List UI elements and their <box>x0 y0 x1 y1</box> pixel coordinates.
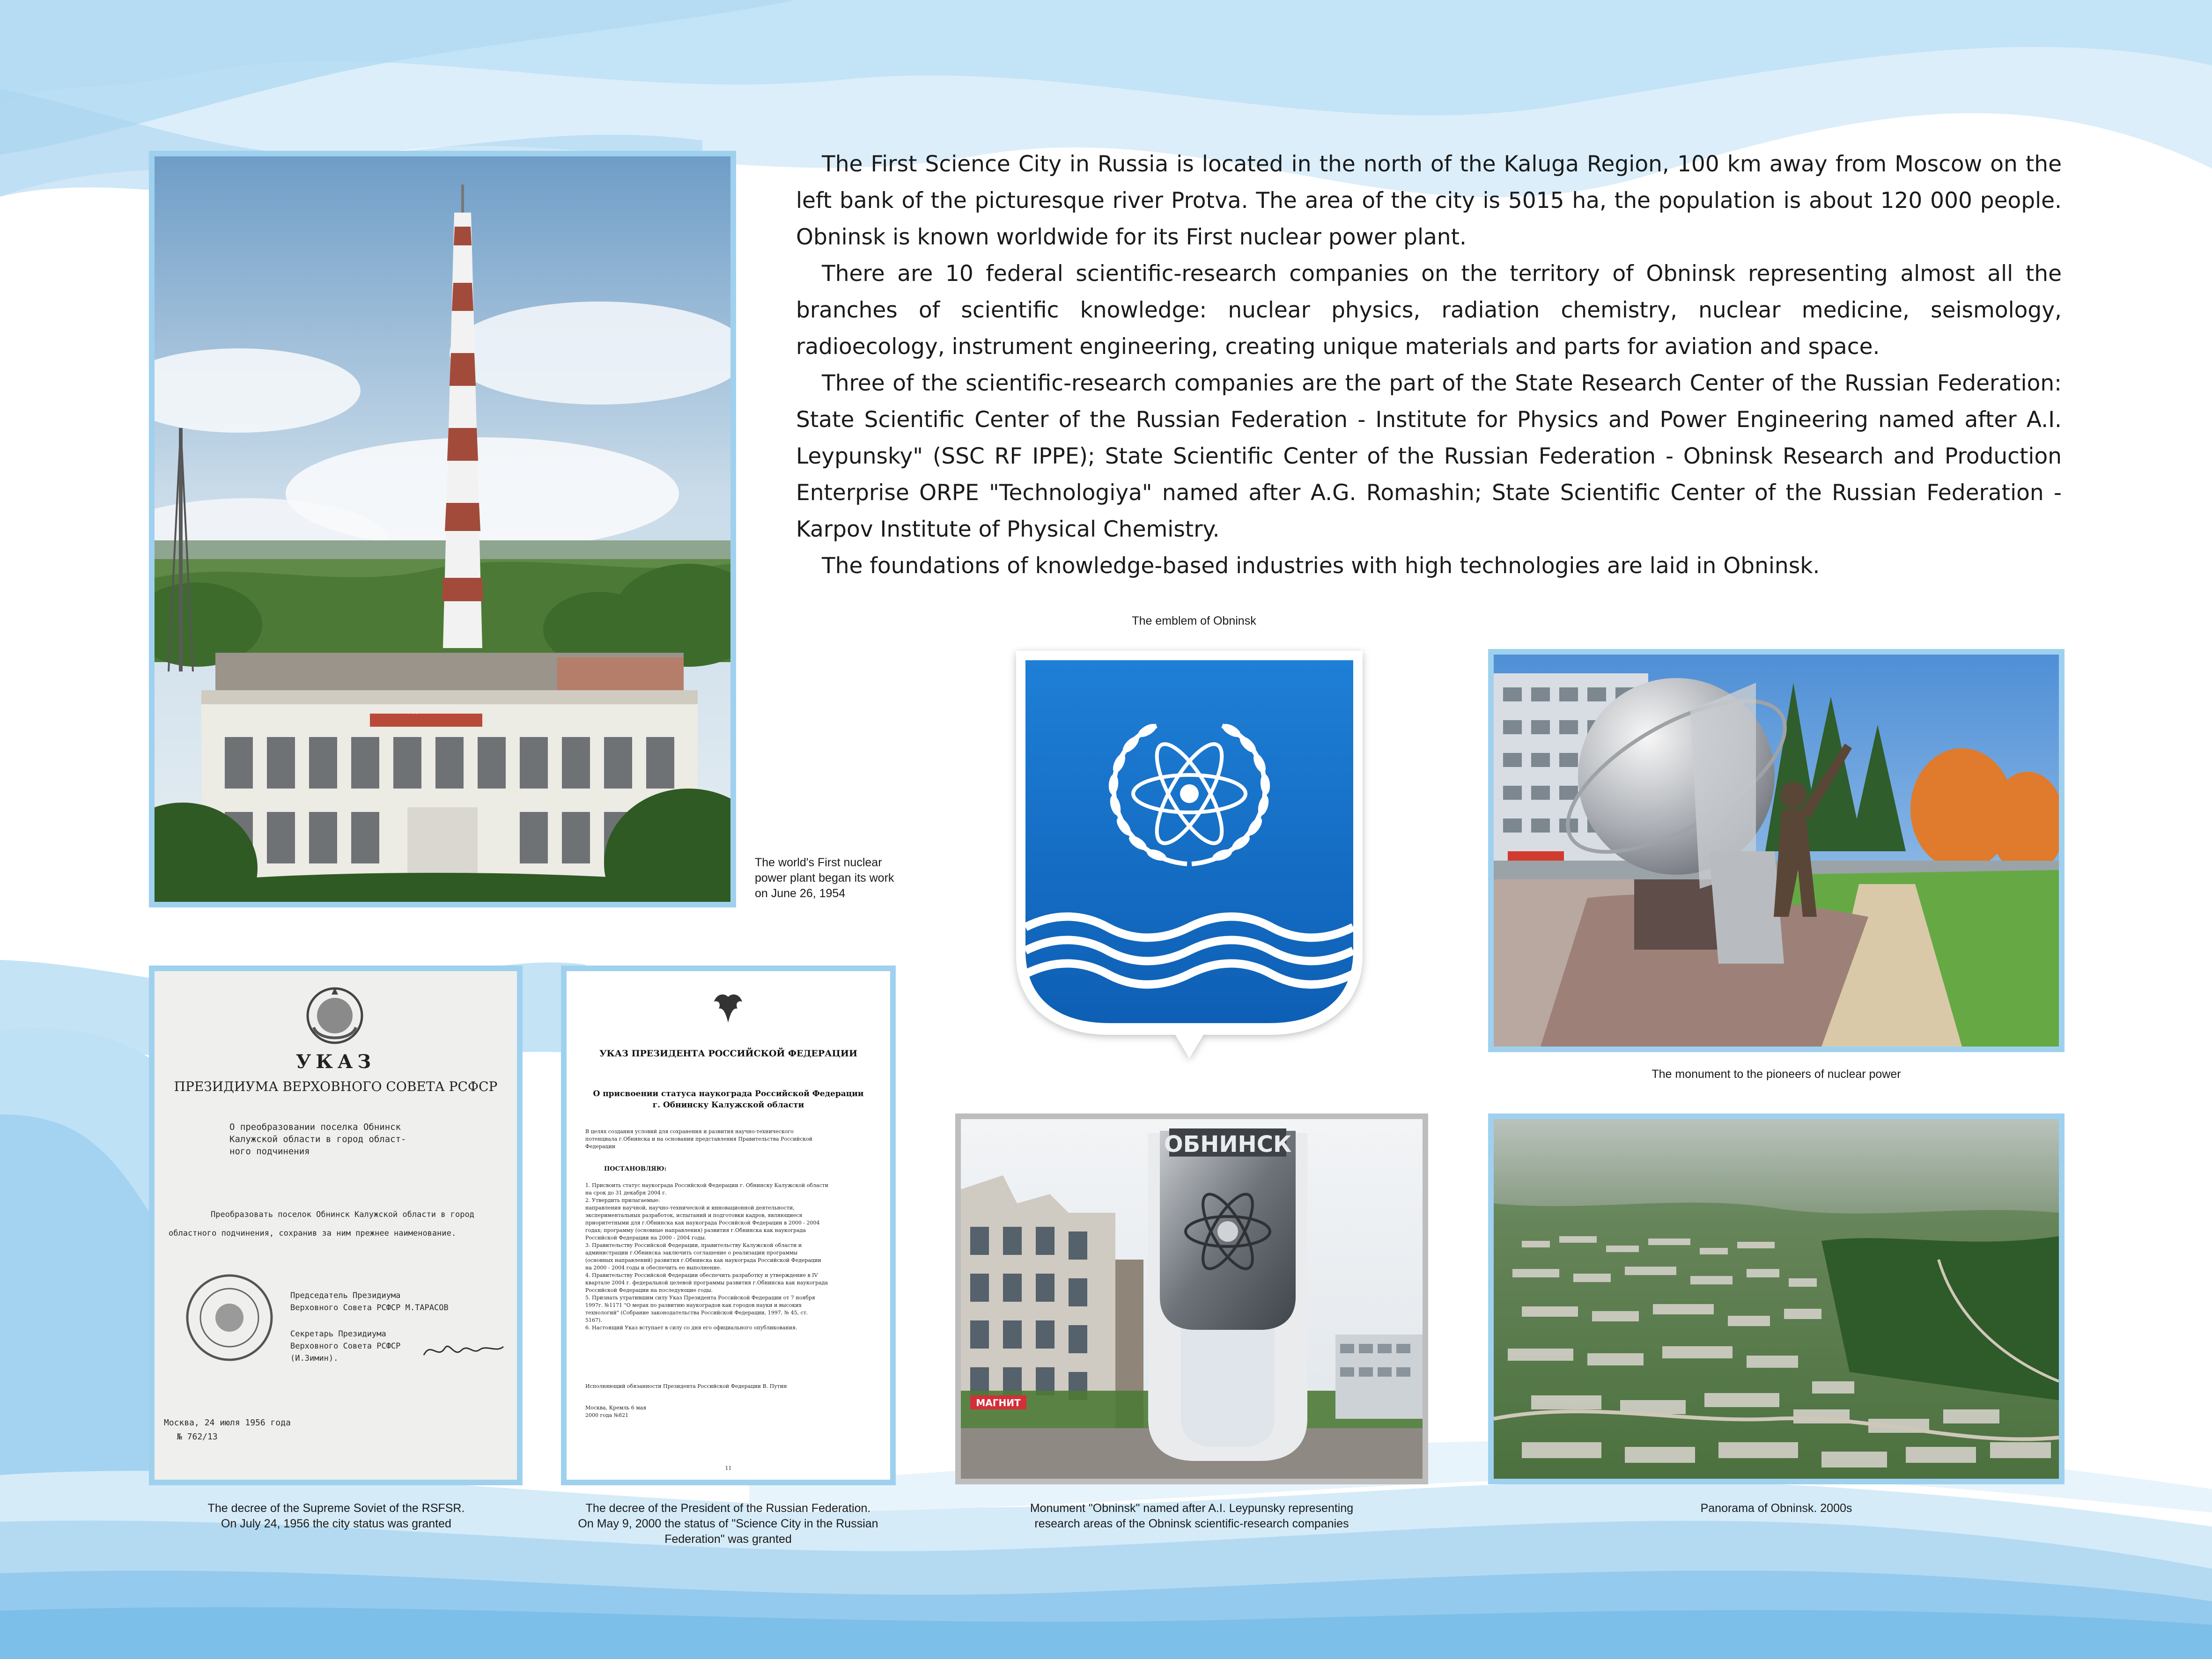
handwritten-signature <box>421 1336 506 1364</box>
decree-president-place-date <box>585 1404 646 1419</box>
pioneers-monument-photo <box>1488 649 2065 1052</box>
intro-text <box>796 146 2062 584</box>
decree-president-subject-2: г. Обнинску Калужской области <box>652 1100 804 1110</box>
decree-president-item: 4. Правительству Российской Федерации обеспечить разработку и утверждение в IV <box>585 1272 818 1278</box>
caption-npp-line-3: on June 26, 1954 <box>755 887 846 900</box>
decree-rsfsr-body-1: Преобразовать поселок Обнинск Калужской области в город <box>211 1210 474 1219</box>
decree-rsfsr-date-2: № 762/13 <box>177 1432 218 1442</box>
monument-sign-text: ОБНИНСК <box>1164 1131 1292 1158</box>
decree-president-item: направления научной, научно-технической и инновационной деятельности, <box>585 1205 795 1211</box>
decree-president-decree-word: ПОСТАНОВЛЯЮ: <box>604 1165 667 1172</box>
decree-rsfsr-photo <box>149 966 523 1485</box>
decree-president-item: 5. Признать утратившим силу Указ Президента Российской Федерации от 7 ноября <box>585 1295 815 1301</box>
decree-president-item: Российской Федерации на последующие годы. <box>585 1287 713 1293</box>
pioneers-monument-illustration <box>1494 655 2059 1047</box>
caption-decree-rsfsr <box>140 1501 532 1532</box>
decree-president-date: 2000 года №821 <box>585 1412 629 1418</box>
decree-rsfsr-subject-1: О преобразовании поселка Обнинск <box>229 1122 401 1132</box>
decree-president-item: 1997г. №1171 "О мерах по развитию наукоградов как городов науки и высоких <box>585 1302 802 1308</box>
decree-president-item: 2. Утвердить прилагаемые: <box>585 1197 660 1203</box>
caption-monument-pioneers: The monument to the pioneers of nuclear power <box>1652 1068 1901 1081</box>
decree-president-item: администрации г.Обнинска заключить соглашение о реализации программы <box>585 1250 798 1256</box>
decree-rsfsr-sign-3: Секретарь Президиума <box>290 1329 386 1339</box>
decree-president-title: УКАЗ ПРЕЗИДЕНТА РОССИЙСКОЙ ФЕДЕРАЦИИ <box>599 1048 857 1059</box>
panorama-photo <box>1488 1113 2065 1484</box>
double-headed-eagle-icon <box>709 990 747 1027</box>
decree-president-item: технологий" (Собрание законодательства Российской Федерации, 1997, № 45, ст. <box>585 1310 808 1316</box>
decree-president-item: 3. Правительству Российской Федерации, правительству Калужской области и <box>585 1242 802 1248</box>
caption-emblem: The emblem of Obninsk <box>1132 614 1256 627</box>
decree-president-intro-2: потенциала г.Обнинска и на основании представления Правительства Российской <box>585 1136 813 1142</box>
decree-rsfsr-body-2: областного подчинения, сохранив за ним прежнее наименование. <box>169 1229 457 1238</box>
decree-president-signer: Исполняющий обязанности Президента Российской Федерации В. Путин <box>585 1383 787 1389</box>
npp-illustration <box>155 156 730 902</box>
decree-president-place: Москва, Кремль 6 мая <box>585 1405 647 1411</box>
decree-rsfsr-sign-4: Верховного Совета РСФСР <box>290 1342 401 1351</box>
caption-decree-president-line-3: Federation" was granted <box>664 1533 792 1546</box>
decree-president-paper <box>567 971 890 1480</box>
decree-rsfsr-sign-2: Верховного Совета РСФСР М.ТАРАСОВ <box>290 1303 449 1312</box>
decree-president-item: квартале 2004 г. федеральной целевой программы развития г.Обнинска как наукограда <box>585 1280 828 1286</box>
decree-rsfsr-subject-2: Калужской области в город област- <box>229 1134 406 1144</box>
decree-president-item: годах; программу (основные направления) развития г.Обнинска как наукограда <box>585 1227 806 1233</box>
decree-president-item: 1. Присвоить статус наукограда Российской Федерации г. Обнинску Калужской области <box>585 1182 829 1188</box>
decree-president-item: на срок до 31 декабря 2004 г. <box>585 1190 667 1196</box>
banner-text: МАГНИТ <box>976 1397 1021 1408</box>
caption-decree-president <box>538 1501 918 1547</box>
decree-president-item: на 2000 - 2004 годы и обеспечить ее выполнение. <box>585 1265 722 1271</box>
caption-decree-president-line-2: On May 9, 2000 the status of "Science City in the Russian <box>578 1517 878 1530</box>
decree-president-item: Российской Федерации на 2000 - 2004 годы. <box>585 1235 707 1241</box>
caption-decree-rsfsr-line-2: On July 24, 1956 the city status was granted <box>221 1517 451 1530</box>
caption-monument-obninsk-line-2: research areas of the Obninsk scientific-research companies <box>1034 1517 1349 1530</box>
decree-rsfsr-date-1: Москва, 24 июля 1956 года <box>164 1418 291 1428</box>
decree-president-photo <box>561 966 896 1485</box>
caption-monument-obninsk-line-1: Monument "Obninsk" named after A.I. Leypunsky representing <box>1030 1502 1354 1515</box>
paragraph-3: Three of the scientific-research companies are the part of the State Research Center of the Russian Federation: State Scientific Center of the Russian Federation - Institute for Physics and Power Engineering named after A.I. Leypunsky" (SSC RF IPPE); State Scientific Center of the Russian Federation - Obninsk Research and Production Enterprise ORPE "Technologiya" named after A.G. Romashin; State Scientific Center of the Russian Federation - Karpov Institute of Physical Chemistry. <box>796 370 2062 542</box>
caption-decree-rsfsr-line-1: The decree of the Supreme Soviet of the RSFSR. <box>207 1502 465 1515</box>
decree-president-intro-3: Федерации <box>585 1143 616 1150</box>
paragraph-4: The foundations of knowledge-based industries with high technologies are laid in Obninsk. <box>822 553 1820 579</box>
decree-president-page-number: 11 <box>725 1465 732 1471</box>
decree-rsfsr-subject-3: ного подчинения <box>229 1146 310 1157</box>
caption-npp-line-1: The world's First nuclear <box>755 856 882 869</box>
decree-rsfsr-subject <box>229 1121 492 1158</box>
npp-photo <box>149 151 736 907</box>
decree-rsfsr-body <box>169 1205 510 1243</box>
obninsk-monument-illustration <box>961 1119 1423 1479</box>
decree-president-item: 5167). <box>585 1317 602 1323</box>
decree-president-subject <box>567 1088 890 1111</box>
caption-panorama: Panorama of Obninsk. 2000s <box>1700 1502 1852 1515</box>
paragraph-1: The First Science City in Russia is located in the north of the Kaluga Region, 100 km away from Moscow on the left bank of the picturesque river Protva. The area of the city is 5015 ha, the population is about 120 000 people. Obninsk is known worldwide for its First nuclear power plant. <box>796 151 2062 250</box>
decree-rsfsr-sign-1: Председатель Президиума <box>290 1291 401 1300</box>
decree-rsfsr-title: УКАЗ <box>295 1051 376 1073</box>
decree-rsfsr-date <box>164 1416 398 1444</box>
caption-npp <box>755 855 923 901</box>
decree-rsfsr-sign-5: (И.Зимин). <box>290 1354 339 1363</box>
decree-president-item: (основных направлений) развития г.Обнинска как наукограда Российской Федерации <box>585 1257 821 1263</box>
emblem-of-obninsk <box>1007 646 1372 1077</box>
decree-president-item: 6. Настоящий Указ вступает в силу со дня его официального опубликования. <box>585 1325 797 1331</box>
caption-npp-line-2: power plant began its work <box>755 871 894 885</box>
decree-president-items <box>585 1182 876 1332</box>
building-slogan-text: ГОРОДСКОЙ НАУКИ <box>397 708 455 715</box>
decree-rsfsr-subtitle: ПРЕЗИДИУМА ВЕРХОВНОГО СОВЕТА РСФСР <box>174 1079 498 1094</box>
obninsk-monument-photo <box>955 1113 1428 1484</box>
building-slogan <box>365 708 487 717</box>
soviet-emblem-icon <box>304 985 365 1046</box>
paragraph-2: There are 10 federal scientific-research companies on the territory of Obninsk representing almost all the branches of scientific knowledge: nuclear physics, radiation chemistry, nuclear medicine, seismology, radioecology, instrument engineering, creating unique materials and parts for aviation and space. <box>796 261 2062 360</box>
decree-rsfsr-paper <box>155 971 517 1480</box>
decree-president-subject-1: О присвоении статуса наукограда Российской Федерации <box>593 1089 864 1099</box>
caption-decree-president-line-1: The decree of the President of the Russian Federation. <box>585 1502 871 1515</box>
caption-monument-obninsk <box>936 1501 1447 1532</box>
decree-president-intro <box>585 1128 871 1150</box>
decree-president-item: экспериментальных разработок, испытаний и подготовки кадров, являющиеся <box>585 1212 803 1218</box>
decree-president-intro-1: В целях создания условий для сохранения и развития научно-технического <box>585 1128 794 1135</box>
decree-president-item: приоритетными для г.Обнинска как наукограда Российской Федерации в 2000 - 2004 <box>585 1220 820 1226</box>
panorama-illustration <box>1494 1119 2059 1479</box>
round-seal-stamp <box>183 1271 276 1364</box>
